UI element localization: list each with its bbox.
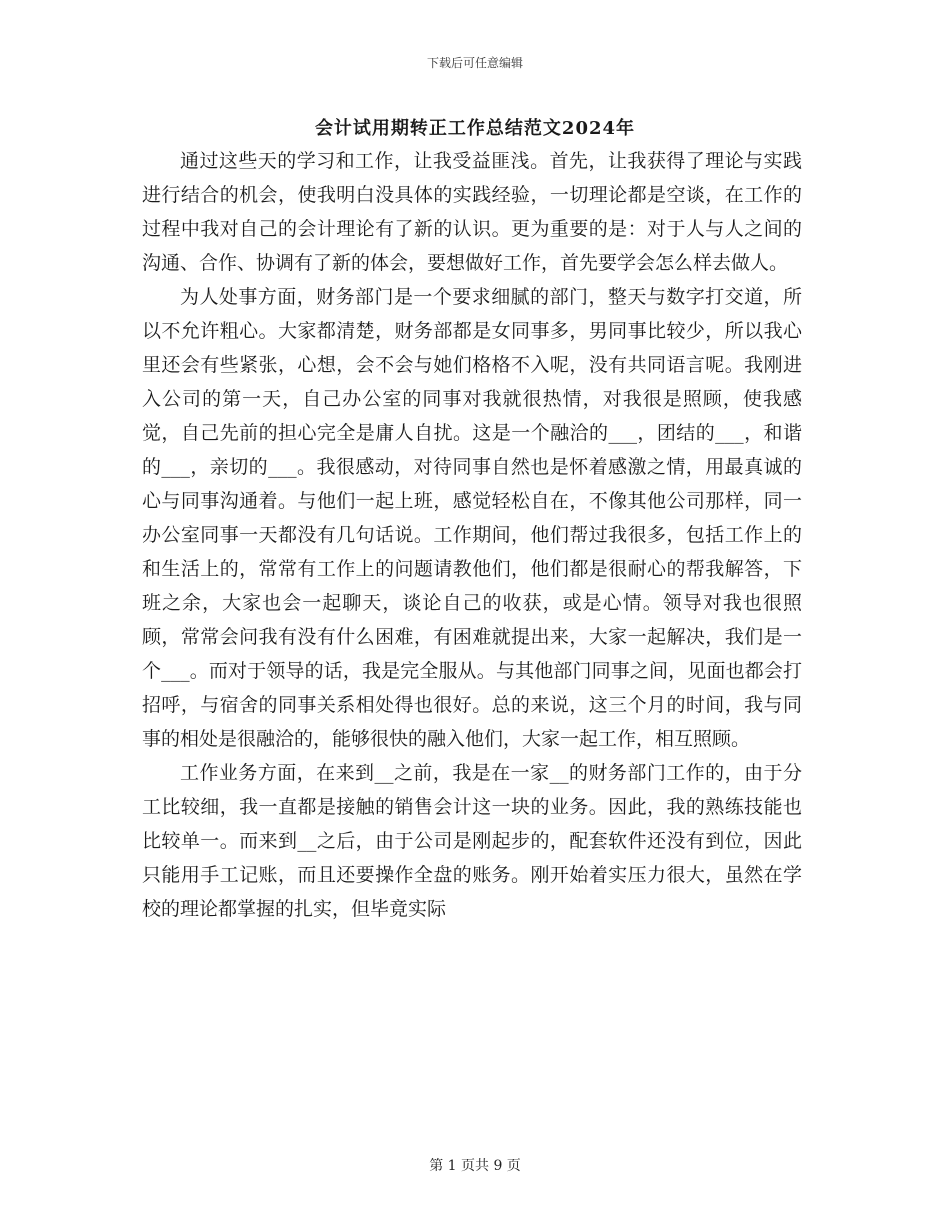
header-note: 下载后可任意编辑 [426,56,523,70]
page-indicator: 第 1 页共 9 页 [429,1158,521,1174]
document-title: 会计试用期转正工作总结范文2024年 [314,118,636,139]
paragraph-3: 工作业务方面，在来到__之前，我是在一家__的财务部门工作的，由于分工比较细，我一直都是接触的销售会计这一块的业务。因此，我的熟练技能也比较单一。而来到__之后，由于公司是刚起步的，配套软件还没有到位，因此只能用手工记账，而且还要操作全盘的账务。刚开始着实压力很大，虽然在学校的理论都掌握的扎实，但毕竟实际 [142,762,802,920]
paragraph-2: 为人处事方面，财务部门是一个要求细腻的部门，整天与数字打交道，所以不允许粗心。大家都清楚，财务部都是女同事多，男同事比较少，所以我心里还会有些紧张，心想，会不会与她们格格不入呢，没有共同语言呢。我刚进入公司的第一天，自己办公室的同事对我就很热情，对我很是照顾，使我感觉，自己先前的担心完全是庸人自扰。这是一个融洽的___，团结的___，和谐的___，亲切的___。我很感动，对待同事自然也是怀着感激之情，用最真诚的心与同事沟通着。与他们一起上班，感觉轻松自在，不像其他公司那样，同一办公室同事一天都没有几句话说。工作期间，他们帮过我很多，包括工作上的和生活上的，常常有工作上的问题请教他们，他们都是很耐心的帮我解答，下班之余，大家也会一起聊天，谈论自己的收获，或是心情。领导对我也很照顾，常常会问我有没有什么困难，有困难就提出来，大家一起解决，我们是一个___。而对于领导的话，我是完全服从。与其他部门同事之间，见面也都会打招呼，与宿舍的同事关系相处得也很好。总的来说，这三个月的时间，我与同事的相处是很融洽的，能够很快的融入他们，大家一起工作，相互照顾。 [142,286,802,750]
document-body [142,144,802,926]
paragraph-1: 通过这些天的学习和工作，让我受益匪浅。首先，让我获得了理论与实践进行结合的机会，使我明白没具体的实践经验，一切理论都是空谈，在工作的过程中我对自己的会计理论有了新的认识。更为重要的是：对于人与人之间的沟通、合作、协调有了新的体会，要想做好工作，首先要学会怎么样去做人。 [142,150,802,274]
